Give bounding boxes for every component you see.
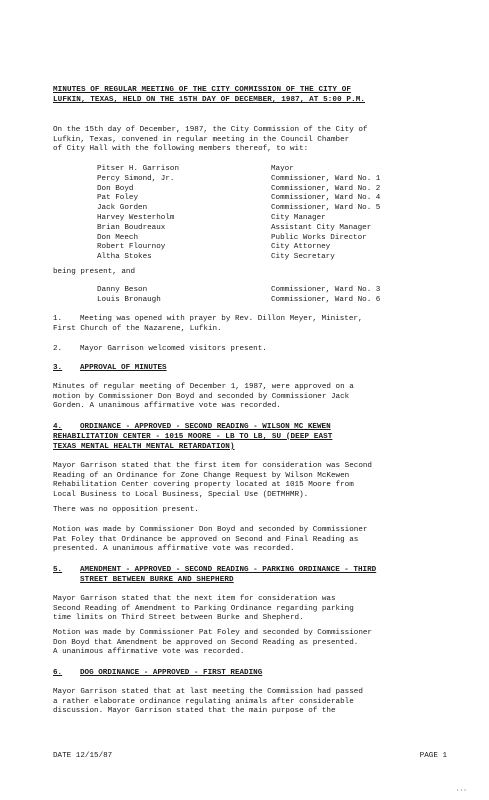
member-row	[97, 165, 380, 175]
item-3-paragraph	[53, 383, 449, 412]
member-name: Robert Flournoy	[97, 243, 166, 252]
member-name: Pitser H. Garrison	[97, 165, 180, 173]
member-name: Altha Stokes	[97, 253, 152, 262]
paragraph-line: Gorden. A unanimous affirmative vote was recorded.	[53, 402, 281, 411]
item-1-continuation: First Church of the Nazarene, Lufkin.	[53, 325, 222, 333]
item-heading: AMENDMENT - APPROVED - SECOND READING - PARKING ORDINANCE - THIRD	[80, 566, 377, 574]
page-footer	[53, 752, 447, 762]
paragraph-line: time limits on Third Street between Burke and Shepherd.	[53, 614, 304, 623]
member-name: Danny Beson	[97, 286, 148, 294]
item-4-heading-line-3: TEXAS MENTAL HEALTH MENTAL RETARDATION)	[53, 443, 235, 451]
absent-members-list	[97, 286, 380, 306]
item-4-paragraph-1	[53, 462, 449, 500]
paragraph-line: motion by Commissioner Don Boyd and seconded by Commissioner Jack	[53, 392, 350, 401]
member-role: City Secretary	[271, 253, 335, 262]
item-number: 1.	[53, 315, 63, 323]
agenda-item-3	[53, 364, 167, 374]
member-role: Commissioner, Ward No. 6	[271, 295, 381, 304]
item-5-paragraph-2	[53, 629, 449, 658]
intro-paragraph	[53, 126, 449, 155]
agenda-item-6	[53, 669, 262, 679]
member-role: Mayor	[271, 165, 294, 173]
member-name: Jack Gorden	[97, 204, 148, 213]
member-row	[97, 243, 380, 253]
item-text: Meeting was opened with prayer by Rev. Dillon Meyer, Minister,	[80, 315, 363, 323]
paragraph-line: Local Business to Local Business, Special Use (DETMHMR).	[53, 490, 309, 499]
paragraph-line: presented. A unanimous affirmative vote was recorded.	[53, 545, 295, 554]
paragraph-line: Reading of an Ordinance for Zone Change Request by Wilson McKewen	[53, 471, 350, 480]
corner-mark: ···	[456, 787, 467, 794]
intro-line: Lufkin, Texas, convened in regular meeting in the Council Chamber	[53, 135, 350, 144]
member-row	[97, 185, 380, 195]
member-row	[97, 253, 380, 263]
member-role: Commissioner, Ward No. 4	[271, 194, 381, 203]
member-name: Percy Simond, Jr.	[97, 174, 175, 183]
item-number: 2.	[53, 345, 63, 353]
item-4-paragraph-2	[53, 506, 449, 516]
item-6-paragraph	[53, 688, 449, 717]
paragraph-line: Mayor Garrison stated that the next item for consideration was	[53, 595, 336, 603]
member-row	[97, 194, 380, 204]
item-4-heading-line-2: REHABILITATION CENTER - 1015 MOORE - LB TO LB, SU (DEEP EAST	[53, 433, 333, 441]
paragraph-line: Rehabilitation Center covering property located at 1015 Moore from	[53, 481, 354, 490]
member-row	[97, 286, 380, 296]
footer-date: DATE 12/15/87	[53, 752, 113, 760]
member-row	[97, 296, 380, 306]
member-name: Don Meech	[97, 233, 139, 242]
member-role: Assistant City Manager	[271, 223, 372, 232]
being-present-text: being present, and	[53, 268, 136, 276]
item-4-paragraph-3	[53, 526, 449, 555]
member-name: Harvey Westerholm	[97, 213, 175, 222]
item-heading: ORDINANCE - APPROVED - SECOND READING - WILSON MC KEWEN	[80, 423, 331, 431]
paragraph-line: discussion. Mayor Garrison stated that the main purpose of the	[53, 707, 336, 716]
paragraph-line: Motion was made by Commissioner Don Boyd and seconded by Commissioner	[53, 526, 368, 534]
member-name: Don Boyd	[97, 184, 134, 193]
member-row	[97, 224, 380, 234]
minutes-title-line-1: MINUTES OF REGULAR MEETING OF THE CITY COMMISSION OF THE CITY OF	[53, 86, 352, 94]
member-name: Brian Boudreaux	[97, 223, 166, 232]
agenda-item-2	[53, 345, 267, 355]
item-heading: APPROVAL OF MINUTES	[80, 364, 167, 372]
paragraph-line: A unanimous affirmative vote was recorded.	[53, 648, 245, 657]
member-row	[97, 204, 380, 214]
item-number: 5.	[53, 566, 63, 574]
item-5-paragraph-1	[53, 595, 449, 624]
intro-line: On the 15th day of December, 1987, the City Commission of the City of	[53, 126, 368, 134]
member-role: Public Works Director	[271, 233, 367, 242]
paragraph-line: There was no opposition present.	[53, 506, 199, 514]
paragraph-line: Don Boyd that Amendment be approved on Second Reading as presented.	[53, 638, 359, 647]
intro-line: of City Hall with the following members thereof, to wit:	[53, 145, 309, 154]
item-heading: DOG ORDINANCE - APPROVED - FIRST READING	[80, 669, 263, 677]
member-role: Commissioner, Ward No. 2	[271, 184, 381, 193]
item-number: 3.	[53, 364, 63, 372]
agenda-item-1	[53, 315, 363, 325]
item-number: 4.	[53, 423, 63, 431]
paragraph-line: a rather elaborate ordinance regulating animals after considerable	[53, 697, 354, 706]
member-role: Commissioner, Ward No. 5	[271, 204, 381, 213]
member-row	[97, 234, 380, 244]
footer-page-number: PAGE 1	[419, 752, 447, 760]
paragraph-line: Mayor Garrison stated that at last meeting the Commission had passed	[53, 688, 363, 696]
paragraph-line: Minutes of regular meeting of December 1, 1987, were approved on a	[53, 383, 354, 391]
item-text: Mayor Garrison welcomed visitors present.	[80, 345, 267, 353]
item-5-heading-line-2: STREET BETWEEN BURKE AND SHEPHERD	[80, 576, 234, 584]
item-number: 6.	[53, 669, 63, 677]
member-role: City Attorney	[271, 243, 331, 252]
paragraph-line: Second Reading of Amendment to Parking Ordinance regarding parking	[53, 604, 354, 613]
paragraph-line: Motion was made by Commissioner Pat Foley and seconded by Commissioner	[53, 629, 372, 637]
member-name: Pat Foley	[97, 194, 139, 203]
member-role: Commissioner, Ward No. 1	[271, 174, 381, 183]
member-role: City Manager	[271, 213, 326, 222]
member-name: Louis Bronaugh	[97, 295, 161, 304]
paragraph-line: Mayor Garrison stated that the first item for consideration was Second	[53, 462, 372, 470]
member-role: Commissioner, Ward No. 3	[271, 286, 381, 294]
present-members-list	[97, 165, 380, 263]
member-row	[97, 175, 380, 185]
member-row	[97, 214, 380, 224]
agenda-item-5	[53, 566, 376, 576]
agenda-item-4	[53, 423, 331, 433]
paragraph-line: Pat Foley that Ordinance be approved on Second and Final Reading as	[53, 535, 359, 544]
minutes-title-line-2: LUFKIN, TEXAS, HELD ON THE 15TH DAY OF DECEMBER, 1987, AT 5:00 P.M.	[53, 96, 366, 104]
